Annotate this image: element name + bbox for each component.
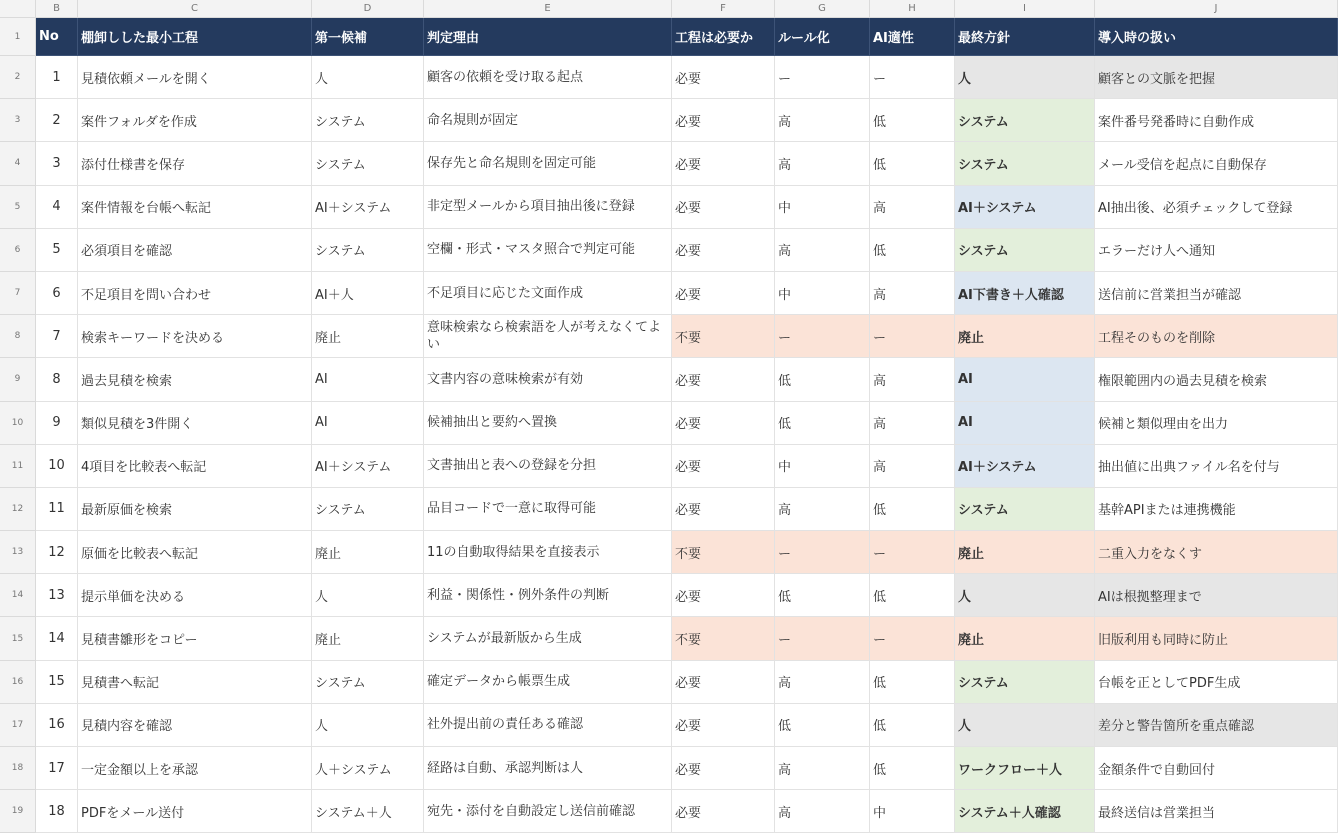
table-row (36, 402, 1338, 445)
cell-final-policy[interactable]: ワークフロー＋人 (955, 747, 1095, 790)
cell-handling[interactable]: 二重入力をなくす (1095, 531, 1338, 574)
cell-no[interactable]: 6 (36, 272, 78, 315)
cell-rule-level[interactable]: 低 (775, 358, 870, 401)
row-header-7[interactable]: 7 (0, 272, 36, 315)
cell-final-policy[interactable]: 廃止 (955, 531, 1095, 574)
cell-ai-fit[interactable]: 高 (870, 272, 955, 315)
cell-ai-fit[interactable]: 低 (870, 99, 955, 142)
cell-reason[interactable]: 命名規則が固定 (424, 99, 672, 142)
cell-reason[interactable]: 経路は自動、承認判断は人 (424, 747, 672, 790)
cell-rule-level[interactable]: 中 (775, 272, 870, 315)
table-row (36, 531, 1338, 574)
cell-candidate[interactable]: 人＋システム (312, 747, 424, 790)
cell-no[interactable]: 11 (36, 488, 78, 531)
cell-needed[interactable]: 必要 (672, 358, 775, 401)
cell-reason[interactable]: 確定データから帳票生成 (424, 661, 672, 704)
cell-step[interactable]: 提示単価を決める (78, 574, 312, 617)
cell-rule-level[interactable]: ー (775, 56, 870, 99)
cell-final-policy[interactable]: システム (955, 142, 1095, 185)
cell-ai-fit[interactable]: 高 (870, 186, 955, 229)
cell-needed[interactable]: 必要 (672, 272, 775, 315)
cell-rule-level[interactable]: 低 (775, 574, 870, 617)
cell-step[interactable]: 見積書へ転記 (78, 661, 312, 704)
cell-handling[interactable]: 権限範囲内の過去見積を検索 (1095, 358, 1338, 401)
cell-final-policy[interactable]: システム (955, 488, 1095, 531)
cell-step[interactable]: 最新原価を検索 (78, 488, 312, 531)
cell-ai-fit[interactable]: 低 (870, 574, 955, 617)
row-header-18[interactable]: 18 (0, 747, 36, 790)
table-header-row (36, 18, 1338, 56)
cell-candidate[interactable]: システム (312, 142, 424, 185)
header-cell-candidate[interactable]: 第一候補 (312, 18, 424, 56)
cell-final-policy[interactable]: 人 (955, 704, 1095, 747)
cell-no[interactable]: 13 (36, 574, 78, 617)
table-row (36, 358, 1338, 401)
cell-needed[interactable]: 必要 (672, 56, 775, 99)
cell-rule-level[interactable]: 低 (775, 704, 870, 747)
cell-candidate[interactable]: システム (312, 488, 424, 531)
header-cell-handling[interactable]: 導入時の扱い (1095, 18, 1338, 56)
column-header-i[interactable]: I (955, 0, 1095, 18)
cell-no[interactable]: 17 (36, 747, 78, 790)
table-row (36, 445, 1338, 488)
cell-needed[interactable]: 不要 (672, 315, 775, 358)
cell-needed[interactable]: 必要 (672, 186, 775, 229)
cell-ai-fit[interactable]: 高 (870, 445, 955, 488)
cell-final-policy[interactable]: 廃止 (955, 315, 1095, 358)
cell-reason[interactable]: 11の自動取得結果を直接表示 (424, 531, 672, 574)
cell-no[interactable]: 2 (36, 99, 78, 142)
cell-handling[interactable]: 差分と警告箇所を重点確認 (1095, 704, 1338, 747)
cell-handling[interactable]: 最終送信は営業担当 (1095, 790, 1338, 833)
cell-reason[interactable]: 候補抽出と要約へ置換 (424, 402, 672, 445)
cell-ai-fit[interactable]: 低 (870, 142, 955, 185)
cell-handling[interactable]: 工程そのものを削除 (1095, 315, 1338, 358)
cell-rule-level[interactable]: 高 (775, 99, 870, 142)
cell-final-policy[interactable]: システム (955, 229, 1095, 272)
cell-rule-level[interactable]: ー (775, 531, 870, 574)
cell-ai-fit[interactable]: 高 (870, 402, 955, 445)
table-row (36, 617, 1338, 660)
table-row (36, 315, 1338, 358)
cell-no[interactable]: 10 (36, 445, 78, 488)
cell-needed[interactable]: 必要 (672, 661, 775, 704)
cell-final-policy[interactable]: AI＋システム (955, 186, 1095, 229)
table-row (36, 186, 1338, 229)
cell-reason[interactable]: 不足項目に応じた文面作成 (424, 272, 672, 315)
cell-candidate[interactable]: 廃止 (312, 617, 424, 660)
cell-ai-fit[interactable]: 低 (870, 661, 955, 704)
cell-candidate[interactable]: システム (312, 99, 424, 142)
cell-step[interactable]: PDFをメール送付 (78, 790, 312, 833)
cell-rule-level[interactable]: 低 (775, 402, 870, 445)
cell-needed[interactable]: 必要 (672, 488, 775, 531)
cell-needed[interactable]: 必要 (672, 574, 775, 617)
cell-handling[interactable]: 送信前に営業担当が確認 (1095, 272, 1338, 315)
cell-needed[interactable]: 不要 (672, 531, 775, 574)
cell-candidate[interactable]: AI＋人 (312, 272, 424, 315)
table-row (36, 790, 1338, 833)
cell-reason[interactable]: 保存先と命名規則を固定可能 (424, 142, 672, 185)
cell-final-policy[interactable]: システム＋人確認 (955, 790, 1095, 833)
cell-needed[interactable]: 必要 (672, 790, 775, 833)
row-header-column (0, 18, 36, 833)
row-header-14[interactable]: 14 (0, 574, 36, 617)
cell-step[interactable]: 原価を比較表へ転記 (78, 531, 312, 574)
cell-handling[interactable]: 候補と類似理由を出力 (1095, 402, 1338, 445)
cell-reason[interactable]: 意味検索なら検索語を人が考えなくてよい (424, 315, 672, 358)
cell-step[interactable]: 不足項目を問い合わせ (78, 272, 312, 315)
row-header-16[interactable]: 16 (0, 661, 36, 704)
cell-needed[interactable]: 不要 (672, 617, 775, 660)
cell-candidate[interactable]: 人 (312, 574, 424, 617)
cell-needed[interactable]: 必要 (672, 445, 775, 488)
cell-no[interactable]: 18 (36, 790, 78, 833)
cell-reason[interactable]: 空欄・形式・マスタ照合で判定可能 (424, 229, 672, 272)
table-row (36, 99, 1338, 142)
cell-no[interactable]: 4 (36, 186, 78, 229)
cell-needed[interactable]: 必要 (672, 229, 775, 272)
cell-handling[interactable]: エラーだけ人へ通知 (1095, 229, 1338, 272)
cell-final-policy[interactable]: システム (955, 99, 1095, 142)
row-header-3[interactable]: 3 (0, 99, 36, 142)
cell-final-policy[interactable]: 廃止 (955, 617, 1095, 660)
cell-rule-level[interactable]: 高 (775, 488, 870, 531)
cell-needed[interactable]: 必要 (672, 142, 775, 185)
cell-rule-level[interactable]: 高 (775, 142, 870, 185)
cell-ai-fit[interactable]: ー (870, 315, 955, 358)
cell-final-policy[interactable]: AI (955, 358, 1095, 401)
cell-candidate[interactable]: AI (312, 358, 424, 401)
cell-reason[interactable]: 文書抽出と表への登録を分担 (424, 445, 672, 488)
cell-candidate[interactable]: 廃止 (312, 315, 424, 358)
cell-ai-fit[interactable]: ー (870, 531, 955, 574)
cell-reason[interactable]: 顧客の依頼を受け取る起点 (424, 56, 672, 99)
cell-final-policy[interactable]: AI＋システム (955, 445, 1095, 488)
cell-step[interactable]: 過去見積を検索 (78, 358, 312, 401)
cell-step[interactable]: 一定金額以上を承認 (78, 747, 312, 790)
header-cell-rule-level[interactable]: ルール化 (775, 18, 870, 56)
cell-no[interactable]: 14 (36, 617, 78, 660)
cell-candidate[interactable]: システム (312, 229, 424, 272)
cell-reason[interactable]: システムが最新版から生成 (424, 617, 672, 660)
header-cell-reason[interactable]: 判定理由 (424, 18, 672, 56)
cell-handling[interactable]: メール受信を起点に自動保存 (1095, 142, 1338, 185)
cell-rule-level[interactable]: ー (775, 315, 870, 358)
row-header-13[interactable]: 13 (0, 531, 36, 574)
column-header-c[interactable]: C (78, 0, 312, 18)
cell-step[interactable]: 見積書雛形をコピー (78, 617, 312, 660)
cell-candidate[interactable]: AI＋システム (312, 445, 424, 488)
cell-ai-fit[interactable]: 低 (870, 747, 955, 790)
cell-step[interactable]: 類似見積を3件開く (78, 402, 312, 445)
cell-ai-fit[interactable]: 低 (870, 229, 955, 272)
column-header-j[interactable]: J (1095, 0, 1338, 18)
cell-step[interactable]: 4項目を比較表へ転記 (78, 445, 312, 488)
row-header-12[interactable]: 12 (0, 488, 36, 531)
row-header-8[interactable]: 8 (0, 315, 36, 358)
cell-needed[interactable]: 必要 (672, 747, 775, 790)
table-row (36, 56, 1338, 99)
cell-needed[interactable]: 必要 (672, 704, 775, 747)
table-row (36, 142, 1338, 185)
header-cell-needed[interactable]: 工程は必要か (672, 18, 775, 56)
header-cell-step[interactable]: 棚卸しした最小工程 (78, 18, 312, 56)
cell-no[interactable]: 7 (36, 315, 78, 358)
table-row (36, 488, 1338, 531)
cell-step[interactable]: 案件フォルダを作成 (78, 99, 312, 142)
table-row (36, 747, 1338, 790)
cell-ai-fit[interactable]: ー (870, 617, 955, 660)
cell-reason[interactable]: 品目コードで一意に取得可能 (424, 488, 672, 531)
column-header-h[interactable]: H (870, 0, 955, 18)
column-header-g[interactable]: G (775, 0, 870, 18)
cell-ai-fit[interactable]: ー (870, 56, 955, 99)
cell-rule-level[interactable]: 高 (775, 747, 870, 790)
cell-rule-level[interactable]: 高 (775, 229, 870, 272)
cell-no[interactable]: 1 (36, 56, 78, 99)
row-header-4[interactable]: 4 (0, 142, 36, 185)
cell-step[interactable]: 添付仕様書を保存 (78, 142, 312, 185)
table-row (36, 229, 1338, 272)
cell-step[interactable]: 見積内容を確認 (78, 704, 312, 747)
column-header-d[interactable]: D (312, 0, 424, 18)
cell-final-policy[interactable]: AI下書き＋人確認 (955, 272, 1095, 315)
cell-needed[interactable]: 必要 (672, 99, 775, 142)
row-header-2[interactable]: 2 (0, 56, 36, 99)
cell-reason[interactable]: 非定型メールから項目抽出後に登録 (424, 186, 672, 229)
row-header-6[interactable]: 6 (0, 229, 36, 272)
row-header-10[interactable]: 10 (0, 402, 36, 445)
table-row (36, 661, 1338, 704)
row-header-15[interactable]: 15 (0, 617, 36, 660)
cell-no[interactable]: 12 (36, 531, 78, 574)
cell-candidate[interactable]: 人 (312, 704, 424, 747)
cell-candidate[interactable]: 人 (312, 56, 424, 99)
cell-no[interactable]: 8 (36, 358, 78, 401)
cell-handling[interactable]: 旧版利用も同時に防止 (1095, 617, 1338, 660)
cell-rule-level[interactable]: 中 (775, 186, 870, 229)
cell-ai-fit[interactable]: 高 (870, 358, 955, 401)
cell-rule-level[interactable]: 中 (775, 445, 870, 488)
table-row (36, 272, 1338, 315)
cell-final-policy[interactable]: 人 (955, 56, 1095, 99)
row-header-5[interactable]: 5 (0, 186, 36, 229)
header-cell-no[interactable]: No (36, 18, 78, 56)
cell-rule-level[interactable]: ー (775, 617, 870, 660)
table-row (36, 574, 1338, 617)
cell-handling[interactable]: AI抽出後、必須チェックして登録 (1095, 186, 1338, 229)
cell-handling[interactable]: 抽出値に出典ファイル名を付与 (1095, 445, 1338, 488)
cell-no[interactable]: 15 (36, 661, 78, 704)
row-header-19[interactable]: 19 (0, 790, 36, 833)
column-header-e[interactable]: E (424, 0, 672, 18)
cell-final-policy[interactable]: AI (955, 402, 1095, 445)
cell-handling[interactable]: AIは根拠整理まで (1095, 574, 1338, 617)
column-header-f[interactable]: F (672, 0, 775, 18)
column-header-row (0, 0, 1338, 18)
cell-candidate[interactable]: AI (312, 402, 424, 445)
cell-handling[interactable]: 金額条件で自動回付 (1095, 747, 1338, 790)
cell-candidate[interactable]: システム＋人 (312, 790, 424, 833)
cell-candidate[interactable]: AI＋システム (312, 186, 424, 229)
header-cell-final-policy[interactable]: 最終方針 (955, 18, 1095, 56)
cell-handling[interactable]: 案件番号発番時に自動作成 (1095, 99, 1338, 142)
column-header-b[interactable]: B (36, 0, 78, 18)
cell-rule-level[interactable]: 高 (775, 661, 870, 704)
row-header-1[interactable]: 1 (0, 18, 36, 56)
cell-no[interactable]: 5 (36, 229, 78, 272)
cell-final-policy[interactable]: システム (955, 661, 1095, 704)
cell-handling[interactable]: 顧客との文脈を把握 (1095, 56, 1338, 99)
cell-step[interactable]: 案件情報を台帳へ転記 (78, 186, 312, 229)
cell-no[interactable]: 3 (36, 142, 78, 185)
cell-reason[interactable]: 利益・関係性・例外条件の判断 (424, 574, 672, 617)
row-header-9[interactable]: 9 (0, 358, 36, 401)
cell-reason[interactable]: 文書内容の意味検索が有効 (424, 358, 672, 401)
cell-no[interactable]: 9 (36, 402, 78, 445)
cell-handling[interactable]: 基幹APIまたは連携機能 (1095, 488, 1338, 531)
cell-candidate[interactable]: システム (312, 661, 424, 704)
cell-reason[interactable]: 社外提出前の責任ある確認 (424, 704, 672, 747)
cell-candidate[interactable]: 廃止 (312, 531, 424, 574)
cell-step[interactable]: 見積依頼メールを開く (78, 56, 312, 99)
data-grid (36, 18, 1338, 833)
select-all-corner[interactable] (0, 0, 36, 18)
cell-ai-fit[interactable]: 低 (870, 704, 955, 747)
cell-ai-fit[interactable]: 中 (870, 790, 955, 833)
table-row (36, 704, 1338, 747)
cell-final-policy[interactable]: 人 (955, 574, 1095, 617)
cell-needed[interactable]: 必要 (672, 402, 775, 445)
header-cell-ai-fit[interactable]: AI適性 (870, 18, 955, 56)
cell-handling[interactable]: 台帳を正としてPDF生成 (1095, 661, 1338, 704)
cell-ai-fit[interactable]: 低 (870, 488, 955, 531)
cell-rule-level[interactable]: 高 (775, 790, 870, 833)
cell-step[interactable]: 検索キーワードを決める (78, 315, 312, 358)
cell-reason[interactable]: 宛先・添付を自動設定し送信前確認 (424, 790, 672, 833)
cell-step[interactable]: 必須項目を確認 (78, 229, 312, 272)
cell-no[interactable]: 16 (36, 704, 78, 747)
row-header-17[interactable]: 17 (0, 704, 36, 747)
row-header-11[interactable]: 11 (0, 445, 36, 488)
